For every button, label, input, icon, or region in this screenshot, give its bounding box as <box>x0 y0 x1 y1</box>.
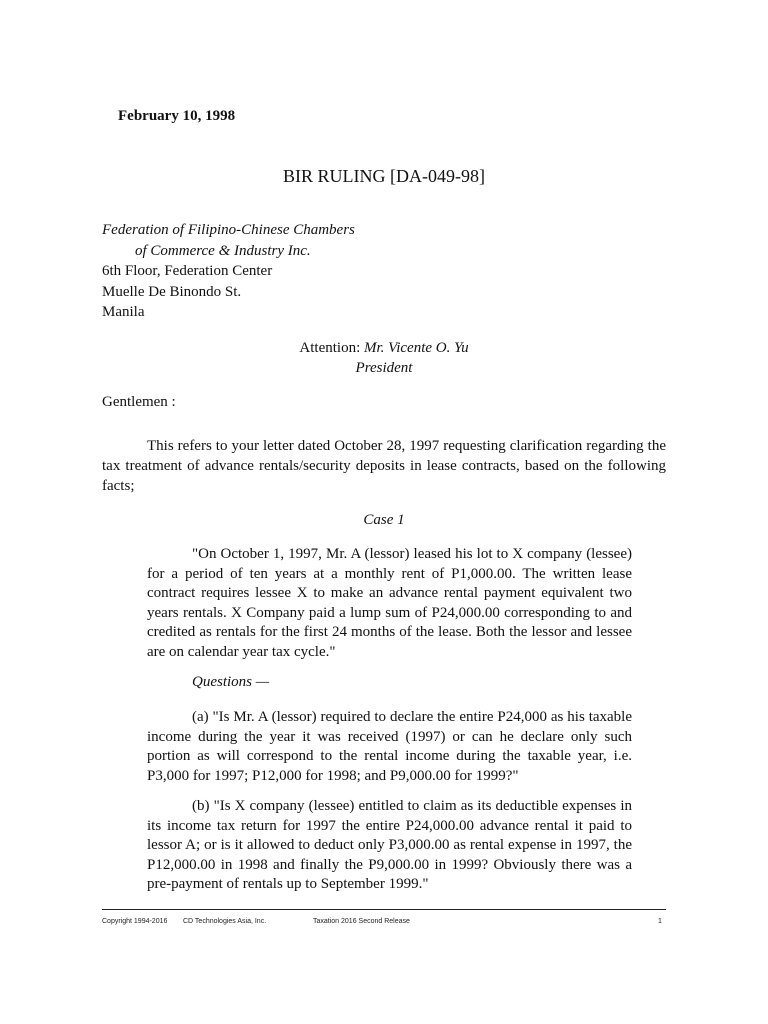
attention-block <box>0 338 768 378</box>
intro-paragraph: This refers to your letter dated October 28, 1997 requesting clarification regarding the tax treatment of advance rentals/security deposits in lease contracts, based on the following facts; <box>102 438 666 494</box>
case1-paragraph: "On October 1, 1997, Mr. A (lessor) leased his lot to X company (lessee) for a period of ten years at a monthly rent of P1,000.00. The written lease contract requires lessee X to make an advance rental payment equivalent two years rentals. X Company paid a lump sum of P24,000.00 corresponding to and credited as rentals for the first 24 months of the lease. Both the lessor and lessee are on calendar year tax cycle." <box>147 546 632 660</box>
attention-label: Attention: <box>299 340 364 356</box>
salutation: Gentlemen : <box>102 394 176 410</box>
questions-heading: Questions — <box>192 674 270 690</box>
question-b-paragraph: (b) "Is X company (lessee) entitled to claim as its deductible expenses in its income tax return for 1997 the entire P24,000.00 advance rental it paid to lessor A; or is it allowed to deduct only P3,000.00 as rental expense in 1997, the P12,000.00 in 1998 and finally the P9,000.00 in 1999? Obviously there was a pre-payment of rentals up to September 1999." <box>147 798 632 892</box>
recipient-address <box>102 220 355 323</box>
ruling-title: BIR RULING [DA-049-98] <box>283 166 485 186</box>
attention-line <box>0 338 768 358</box>
footer-page-number: 1 <box>658 918 662 925</box>
attention-name: Mr. Vicente O. Yu <box>364 340 469 356</box>
case-heading: Case 1 <box>363 512 405 528</box>
address-org-line1: Federation of Filipino-Chinese Chambers <box>102 222 355 238</box>
letter-date: February 10, 1998 <box>118 108 236 124</box>
footer-copyright: Copyright 1994-2016 <box>102 918 168 925</box>
address-city: Manila <box>102 304 145 320</box>
address-org-line2: of Commerce & Industry Inc. <box>135 242 311 259</box>
address-street2: Muelle De Binondo St. <box>102 283 242 300</box>
footer-divider <box>102 909 666 910</box>
address-street1: 6th Floor, Federation Center <box>102 263 273 279</box>
footer-publisher: CD Technologies Asia, Inc. <box>183 918 267 925</box>
question-a-paragraph: (a) "Is Mr. A (lessor) required to declare the entire P24,000 as his taxable income during the year it was received (1997) or can he declare only such portion as will correspond to the rental income during the taxable year, i.e. P3,000 for 1997; P12,000 for 1998; and P9,000.00 for 1999?" <box>147 709 632 784</box>
footer-release: Taxation 2016 Second Release <box>313 918 410 925</box>
attention-position: President <box>355 360 413 376</box>
